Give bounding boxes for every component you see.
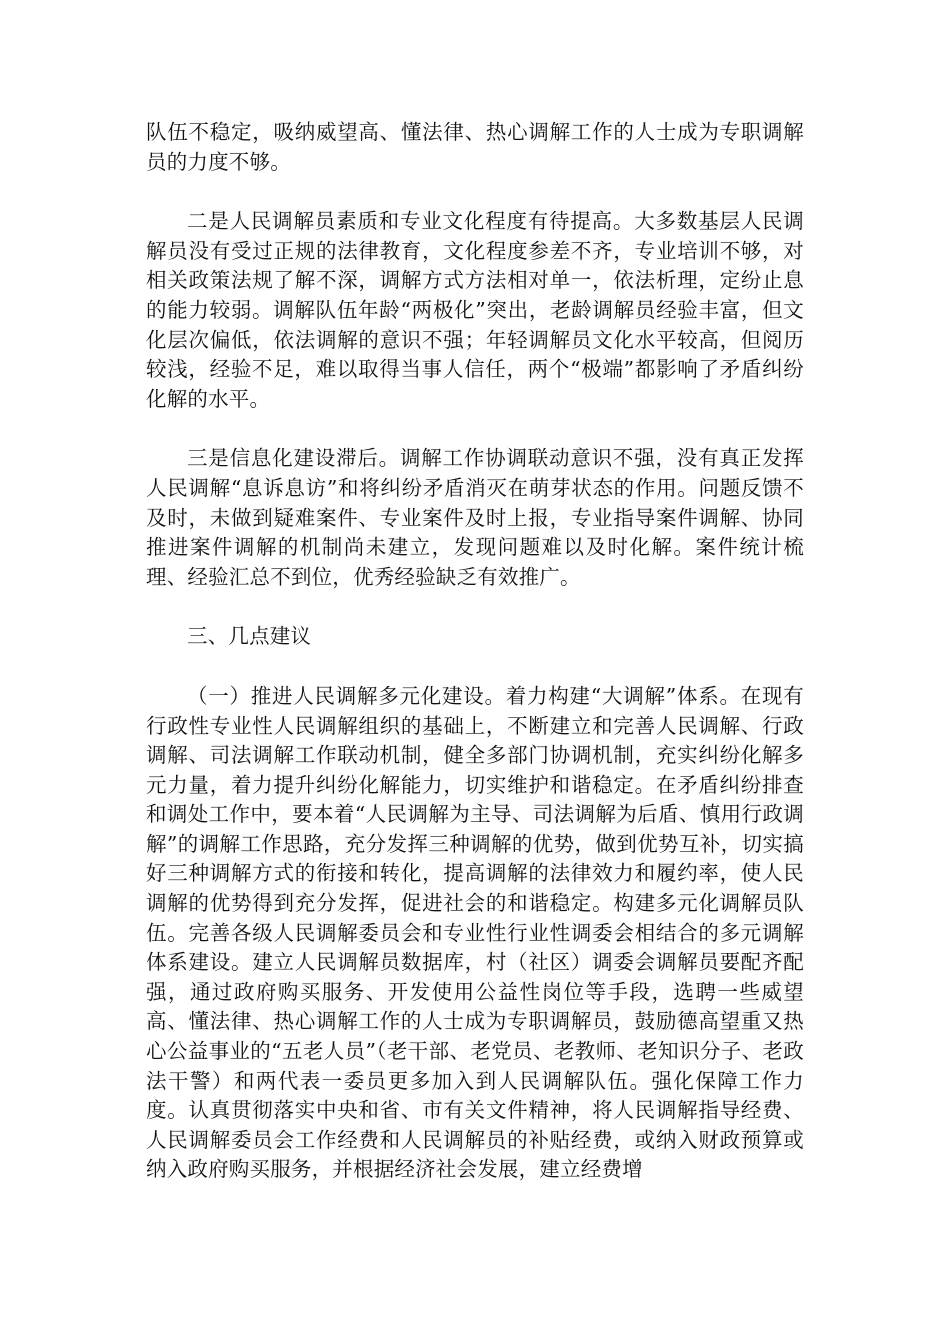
paragraph-continuation: 队伍不稳定，吸纳威望高、懂法律、热心调解工作的人士成为专职调解员的力度不够。 bbox=[146, 120, 804, 174]
paragraph-informatization: 三是信息化建设滞后。调解工作协调联动意识不强，没有真正发挥人民调解“息诉息访”和将纠纷矛盾消灭在萌芽状态的作用。问题反馈不及时，未做到疑难案件、专业案件及时上报，专业指导案件调解、协同推进案件调解的机制尚未建立，发现问题难以及时化解。案件统计梳理、经验汇总不到位，优秀经验缺乏有效推广。 bbox=[146, 446, 804, 589]
section-heading-suggestions: 三、几点建议 bbox=[187, 624, 312, 649]
paragraph-diversified-mediation: （一）推进人民调解多元化建设。着力构建“大调解”体系。在现有行政性专业性人民调解组织的基础上，不断建立和完善人民调解、行政调解、司法调解工作联动机制，健全多部门协调机制，充实纠纷化解多元力量，着力提升纠纷化解能力，切实维护和谐稳定。在矛盾纠纷排查和调处工作中，要本着“人民调解为主导、司法调解为后盾、慎用行政调解”的调解工作思路，充分发挥三种调解的优势，做到优势互补，切实搞好三种调解方式的衔接和转化，提高调解的法律效力和履约率，使人民调解的优势得到充分发挥，促进社会的和谐稳定。构建多元化调解员队伍。完善各级人民调解委员会和专业性行业性调委会相结合的多元调解体系建设。建立人民调解员数据库，村（社区）调委会调解员要配齐配强，通过政府购买服务、开发使用公益性岗位等手段，选聘一些威望高、懂法律、热心调解工作的人士成为专职调解员，鼓励德高望重又热心公益事业的“五老人员”（老干部、老党员、老教师、老知识分子、老政法干警）和两代表一委员更多加入到人民调解队伍。强化保障工作力度。认真贯彻落实中央和省、市有关文件精神，将人民调解指导经费、人民调解委员会工作经费和人民调解员的补贴经费，或纳入财政预算或纳入政府购买服务，并根据经济社会发展，建立经费增 bbox=[146, 683, 804, 1182]
document-page bbox=[146, 118, 804, 1215]
paragraph-mediator-quality: 二是人民调解员素质和专业文化程度有待提高。大多数基层人民调解员没有受过正规的法律教育，文化程度参差不齐，专业培训不够，对相关政策法规了解不深，调解方式方法相对单一，依法析理，定纷止息的能力较弱。调解队伍年龄“两极化”突出，老龄调解员经验丰富，但文化层次偏低，依法调解的意识不强；年轻调解员文化水平较高，但阅历较浅，经验不足，难以取得当事人信任，两个“极端”都影响了矛盾纠纷化解的水平。 bbox=[146, 209, 804, 411]
